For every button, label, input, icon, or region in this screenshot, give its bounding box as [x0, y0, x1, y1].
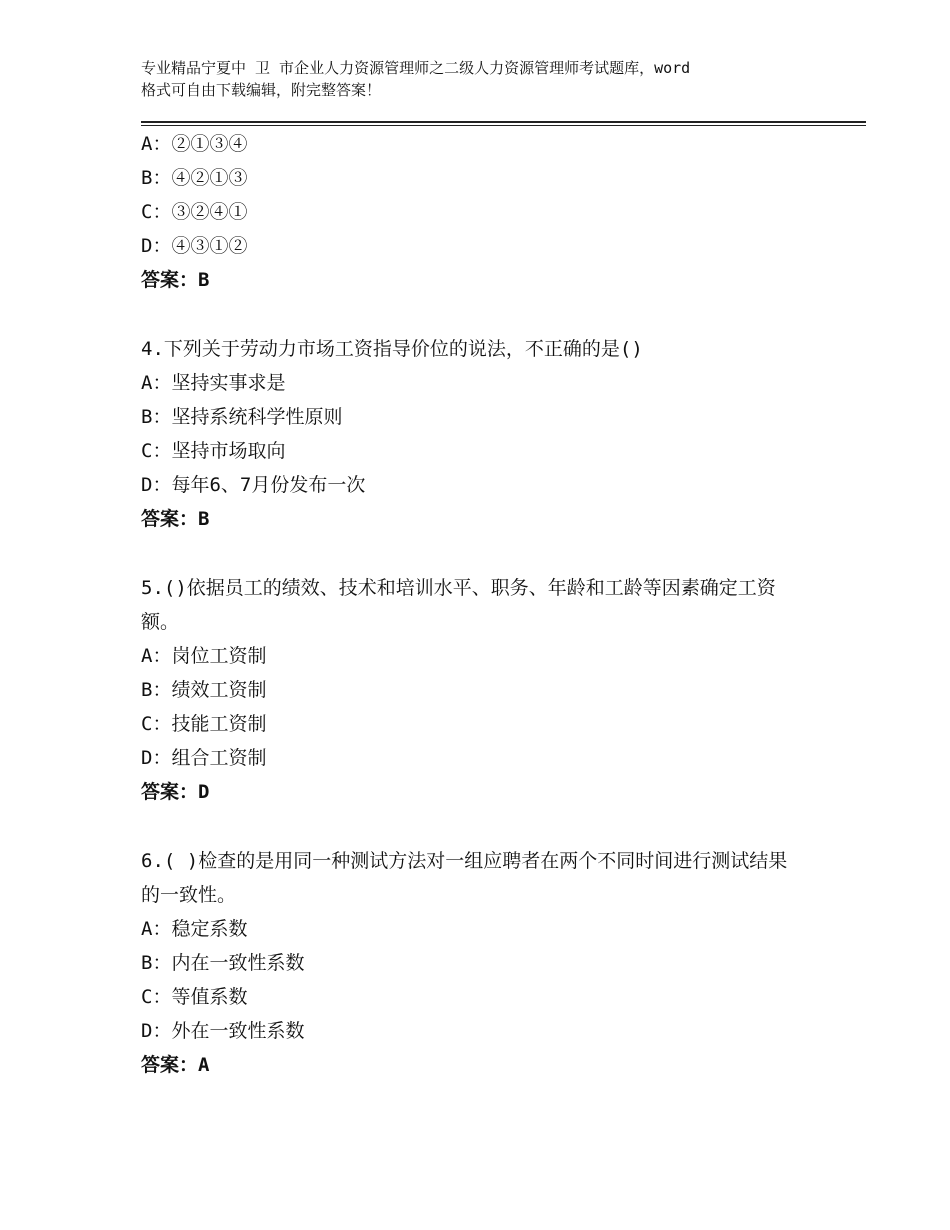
question-5-option-b: B：绩效工资制	[141, 679, 267, 701]
answer-label: 答案：	[141, 781, 199, 803]
answer-value: B	[198, 508, 210, 530]
question-5-option-d: D：组合工资制	[141, 747, 267, 769]
question-3-block	[141, 127, 841, 297]
header-divider-thick	[141, 121, 866, 123]
question-6-block	[141, 844, 841, 1082]
question-3-option-a: A：②①③④	[141, 133, 248, 155]
question-4-option-c: C：坚持市场取向	[141, 440, 286, 462]
question-6-option-c: C：等值系数	[141, 986, 248, 1008]
answer-label: 答案：	[141, 508, 199, 530]
question-5-answer	[141, 775, 841, 809]
header-title-line-2: 格式可自由下载编辑，附完整答案！	[141, 81, 382, 99]
question-6-stem: 6.( )检查的是用同一种测试方法对一组应聘者在两个不同时间进行测试结果的一致性。	[141, 850, 788, 906]
question-5-stem: 5.()依据员工的绩效、技术和培训水平、职务、年龄和工龄等因素确定工资额。	[141, 577, 776, 633]
answer-label: 答案：	[141, 269, 199, 291]
question-3-answer	[141, 263, 841, 297]
answer-value: B	[198, 269, 210, 291]
question-5-block	[141, 571, 841, 809]
question-4-stem: 4.下列关于劳动力市场工资指导价位的说法，不正确的是()	[141, 338, 643, 360]
question-3-option-d: D：④③①②	[141, 235, 248, 257]
question-6-option-b: B：内在一致性系数	[141, 952, 305, 974]
question-6-option-d: D：外在一致性系数	[141, 1020, 305, 1042]
document-header	[141, 57, 821, 101]
header-title-line-1: 专业精品宁夏中 卫 市企业人力资源管理师之二级人力资源管理师考试题库，word	[141, 59, 691, 77]
question-4-block	[141, 332, 841, 536]
question-6-answer	[141, 1048, 841, 1082]
question-4-option-d: D：每年6、7月份发布一次	[141, 474, 366, 496]
header-divider-thin	[141, 125, 866, 126]
question-3-option-b: B：④②①③	[141, 167, 248, 189]
question-3-option-c: C：③②④①	[141, 201, 248, 223]
question-6-option-a: A：稳定系数	[141, 918, 248, 940]
question-list	[141, 127, 841, 1082]
question-5-option-c: C：技能工资制	[141, 713, 267, 735]
question-4-option-a: A：坚持实事求是	[141, 372, 286, 394]
answer-value: D	[198, 781, 210, 803]
question-4-option-b: B：坚持系统科学性原则	[141, 406, 343, 428]
question-4-answer	[141, 502, 841, 536]
answer-value: A	[198, 1054, 210, 1076]
answer-label: 答案：	[141, 1054, 199, 1076]
question-5-option-a: A：岗位工资制	[141, 645, 267, 667]
